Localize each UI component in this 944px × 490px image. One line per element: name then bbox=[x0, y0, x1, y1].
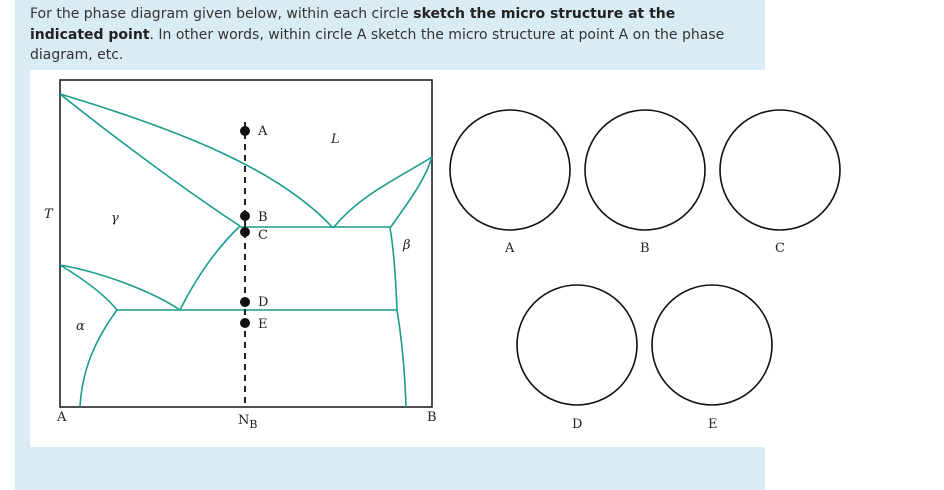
liquidus-left bbox=[60, 94, 333, 228]
phase-boundaries bbox=[60, 94, 432, 407]
point-a-dot bbox=[240, 126, 250, 136]
solidus-beta bbox=[390, 157, 432, 228]
circle-label-d: D bbox=[572, 417, 583, 432]
circle-label-a: A bbox=[505, 241, 515, 256]
solidus-gamma bbox=[60, 94, 240, 226]
point-label-a: A bbox=[258, 124, 268, 139]
phase-label-beta: β bbox=[403, 238, 411, 253]
beta-solvus-upper bbox=[390, 228, 397, 310]
gamma-lower-boundary bbox=[60, 265, 180, 310]
point-label-d: D bbox=[258, 295, 269, 310]
axis-label-component-b: B bbox=[427, 410, 437, 425]
point-label-c: C bbox=[258, 228, 268, 243]
phase-label-alpha: α bbox=[76, 319, 85, 334]
point-d-dot bbox=[240, 297, 250, 307]
beta-solvus-lower bbox=[397, 310, 406, 407]
circle-label-b: B bbox=[640, 241, 650, 256]
axis-label-nb-main: N bbox=[238, 413, 250, 428]
point-label-e: E bbox=[258, 317, 268, 332]
point-label-b: B bbox=[258, 210, 268, 225]
question-part2: . In other words, within circle A sketch the micro structure at point A on the phase diagram, etc. bbox=[30, 26, 725, 63]
question-bold: sketch the micro structure at the indicated point bbox=[30, 6, 676, 43]
phase-label-gamma: γ bbox=[111, 211, 119, 226]
circle-label-c: C bbox=[775, 241, 785, 256]
sketch-circle-e[interactable] bbox=[652, 285, 772, 405]
alpha-solvus bbox=[80, 310, 117, 407]
sketch-circle-a[interactable] bbox=[450, 110, 570, 230]
sketch-circle-b[interactable] bbox=[585, 110, 705, 230]
axis-label-nb bbox=[238, 413, 257, 431]
circle-label-e: E bbox=[708, 417, 718, 432]
sketch-circle-d[interactable] bbox=[517, 285, 637, 405]
axis-label-component-a: A bbox=[57, 410, 67, 425]
point-e-dot bbox=[240, 318, 250, 328]
sketch-circle-c[interactable] bbox=[720, 110, 840, 230]
point-c-dot bbox=[240, 227, 250, 237]
sketch-circles bbox=[450, 110, 840, 405]
question-part1: For the phase diagram given below, within each circle bbox=[30, 6, 414, 22]
point-b-dot bbox=[240, 211, 250, 221]
liquidus-right bbox=[333, 157, 432, 228]
phase-label-liquid: L bbox=[331, 132, 340, 147]
gamma-solvus-right bbox=[180, 226, 240, 310]
axis-label-temperature: T bbox=[44, 207, 53, 222]
axis-label-nb-sub: B bbox=[249, 418, 258, 431]
